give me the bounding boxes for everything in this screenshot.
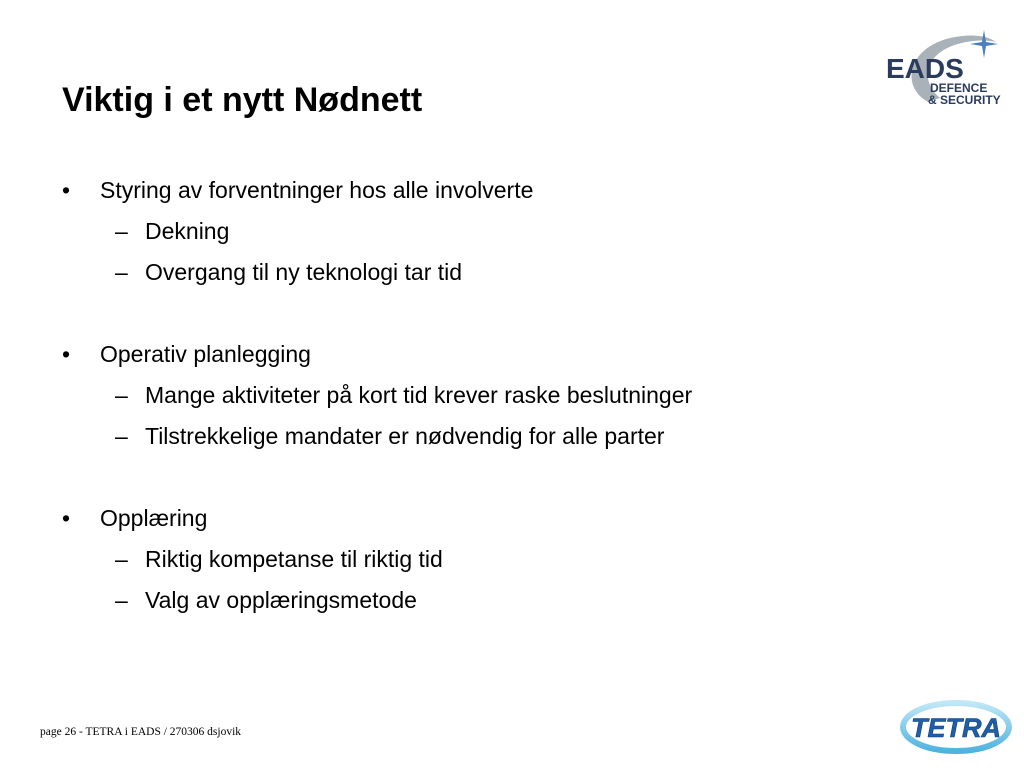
dash-icon: – [115,423,128,449]
eads-logo-text: EADS [886,53,964,84]
tetra-logo-text: TETRA [911,713,1001,743]
bullet-item: Operativ planlegging [100,341,311,367]
dash-icon: – [115,587,128,613]
sub-bullet-item: Mange aktiviteter på kort tid krever raske beslutninger [145,382,693,408]
bullet-icon: • [62,177,71,203]
bullet-icon: • [62,505,71,531]
bullet-icon: • [62,341,71,367]
dash-icon: – [115,546,128,572]
tetra-logo [900,694,1012,756]
eads-logo-line1: DEFENCE [930,81,988,95]
dash-icon: – [115,259,128,285]
bullet-item: Opplæring [100,505,208,531]
dash-icon: – [115,382,128,408]
bullet-item: Styring av forventninger hos alle involverte [100,177,534,203]
dash-icon: – [115,218,128,244]
slide-title: Viktig i et nytt Nødnett [62,81,423,119]
eads-logo-line2: & SECURITY [928,93,1001,107]
sub-bullet-item: Dekning [145,218,230,244]
sub-bullet-item: Tilstrekkelige mandater er nødvendig for alle parter [145,423,665,449]
slide-footer: page 26 - TETRA i EADS / 270306 dsjovik [40,726,242,738]
sub-bullet-item: Valg av opplæringsmetode [145,587,417,613]
sub-bullet-item: Riktig kompetanse til riktig tid [145,546,443,572]
sub-bullet-item: Overgang til ny teknologi tar tid [145,259,463,285]
